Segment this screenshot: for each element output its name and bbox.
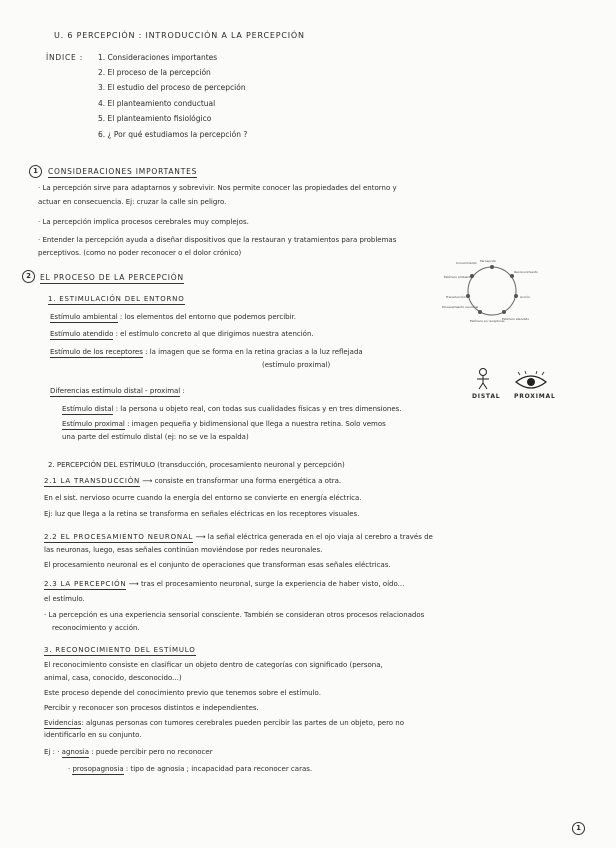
text-line: · La percepción implica procesos cerebrales muy complejos.	[38, 218, 249, 226]
term: Estímulo de los receptores	[50, 348, 143, 356]
cycle-node	[466, 294, 470, 298]
bullet: ·	[68, 765, 71, 773]
definition: la señal eléctrica generada en el ojo viaja al cerebro a través de	[207, 533, 433, 541]
example-label: Ej :	[44, 748, 55, 756]
text-line: actuar en consecuencia. Ej: cruzar la calle sin peligro.	[38, 198, 227, 206]
text-line: Ej: luz que llega a la retina se transforma en señales eléctricas en los receptores visuales.	[44, 510, 360, 518]
person-figure-icon	[474, 368, 492, 390]
definition: : los elementos del entorno que podemos percibir.	[119, 313, 296, 321]
index-item: 1. Consideraciones importantes	[98, 53, 218, 62]
definition: : la persona u objeto real, con todas sus cualidades físicas y en tres dimensiones.	[115, 405, 402, 413]
index-item: 2. El proceso de la percepción	[98, 68, 211, 77]
cycle-label: Estímulo en receptores	[470, 319, 505, 323]
term: Estímulo proximal	[62, 420, 125, 428]
cycle-label: Acción	[520, 295, 530, 299]
index-item: 3. El estudio del proceso de percepción	[98, 83, 246, 92]
cycle-label: Percepción	[480, 259, 497, 263]
term: prosopagnosia	[72, 765, 124, 773]
arrow-icon: ⟶	[195, 533, 206, 541]
definition: : puede percibir pero no reconocer	[91, 748, 213, 756]
term: Estímulo ambiental	[50, 313, 118, 321]
text-line: Este proceso depende del conocimiento previo que tenemos sobre el estímulo.	[44, 689, 321, 697]
arrow-icon: ⟶	[128, 580, 139, 588]
cycle-node	[502, 310, 506, 314]
cycle-label: Estímulo atendido	[502, 317, 530, 321]
subsection-heading: 3. RECONOCIMIENTO DEL ESTÍMULO	[44, 646, 196, 654]
page-number-badge: 1	[572, 822, 585, 835]
cycle-label: Transducción	[446, 295, 466, 299]
section-heading: CONSIDERACIONES IMPORTANTES	[48, 167, 198, 176]
definition: : tipo de agnosia ; incapacidad para reconocer caras.	[125, 765, 313, 773]
definition: : imagen pequeña y bidimensional que llega a nuestra retina. Solo vemos	[127, 420, 386, 428]
index-item: 6. ¿ Por qué estudiamos la percepción ?	[98, 130, 248, 139]
section-number-badge: 2	[22, 270, 35, 283]
cycle-label: Estímulo ambiental	[444, 275, 474, 279]
subsection-heading: 2. PERCEPCIÓN DEL ESTÍMULO (transducción, procesamiento neuronal y percepción)	[48, 461, 345, 469]
figure-label: DISTAL	[472, 393, 501, 400]
cycle-label: Reconocimiento	[514, 270, 539, 274]
text-line: El procesamiento neuronal es el conjunto de operaciones que transforman esas señales eléctricas.	[44, 561, 391, 569]
text-line: · La percepción sirve para adaptarnos y sobrevivir. Nos permite conocer las propiedades del entorno y	[38, 184, 397, 192]
definition: : algunas personas con tumores cerebrales pueden percibir las partes de un objeto, pero no	[81, 719, 405, 727]
page-title: U. 6 PERCEPCIÓN : INTRODUCCIÓN A LA PERCEPCIÓN	[54, 31, 305, 40]
text-line: animal, casa, conocido, desconocido...)	[44, 674, 182, 682]
arrow-icon: ⟶	[142, 477, 153, 485]
text-line: perceptivos. (como no poder reconocer o el dolor crónico)	[38, 249, 242, 257]
cycle-node	[478, 310, 482, 314]
definition: tras el procesamiento neuronal, surge la experiencia de haber visto, oído...	[140, 580, 405, 588]
section-number-badge: 1	[29, 165, 42, 178]
cycle-node	[514, 294, 518, 298]
text-line: reconocimiento y acción.	[52, 624, 140, 632]
term: 2.3 LA PERCEPCIÓN	[44, 580, 127, 588]
definition: : la imagen que se forma en la retina gracias a la luz reflejada	[145, 348, 363, 356]
cycle-node	[510, 274, 514, 278]
subsection-heading: 1. ESTIMULACIÓN DEL ENTORNO	[48, 295, 185, 303]
text-line: · Entender la percepción ayuda a diseñar dispositivos que la restauran y tratamientos para problemas	[38, 236, 397, 244]
text-line: el estímulo.	[44, 595, 85, 603]
text-line: En el sist. nervioso ocurre cuando la energía del entorno se convierte en energía eléctrica.	[44, 494, 362, 502]
term: Estímulo distal	[62, 405, 114, 413]
term: agnosia	[61, 748, 89, 756]
term: 2.1 LA TRANSDUCCIÓN	[44, 477, 141, 485]
cycle-label: Procesamiento neuronal	[442, 305, 479, 309]
text-line: · La percepción es una experiencia sensorial consciente. También se consideran otros procesos relacionados	[44, 611, 425, 619]
cycle-label: Conocimiento	[456, 261, 477, 265]
section-heading: EL PROCESO DE LA PERCEPCIÓN	[40, 273, 184, 282]
term: Estímulo atendido	[50, 330, 114, 338]
text-line: El reconocimiento consiste en clasificar un objeto dentro de categorías con significado (persona,	[44, 661, 383, 669]
bullet: ·	[57, 748, 60, 756]
index-item: 4. El planteamiento conductual	[98, 99, 216, 108]
eye-icon	[514, 373, 548, 391]
text-line: Percibir y reconocer son procesos distintos e independientes.	[44, 704, 259, 712]
text-line: las neuronas, luego, esas señales continúan moviéndose por redes neuronales.	[44, 546, 323, 554]
term: 2.2 EL PROCESAMIENTO NEURONAL	[44, 533, 194, 541]
term: Diferencias estímulo distal - proximal	[50, 387, 181, 395]
index-item: 5. El planteamiento fisiológico	[98, 114, 212, 123]
definition: una parte del estímulo distal (ej: no se ve la espalda)	[62, 433, 249, 441]
cycle-node	[490, 265, 494, 269]
text-line: identificarlo en su conjunto.	[44, 731, 142, 739]
colon: :	[182, 387, 185, 395]
definition: consiste en transformar una forma energética a otra.	[154, 477, 342, 485]
term: Evidencias	[44, 719, 82, 727]
index-label: ÍNDICE :	[46, 53, 84, 62]
perception-cycle-diagram	[442, 256, 542, 326]
definition: (estímulo proximal)	[262, 361, 331, 369]
figure-label: PROXIMAL	[514, 393, 556, 400]
definition: : el estímulo concreto al que dirigimos nuestra atención.	[115, 330, 314, 338]
